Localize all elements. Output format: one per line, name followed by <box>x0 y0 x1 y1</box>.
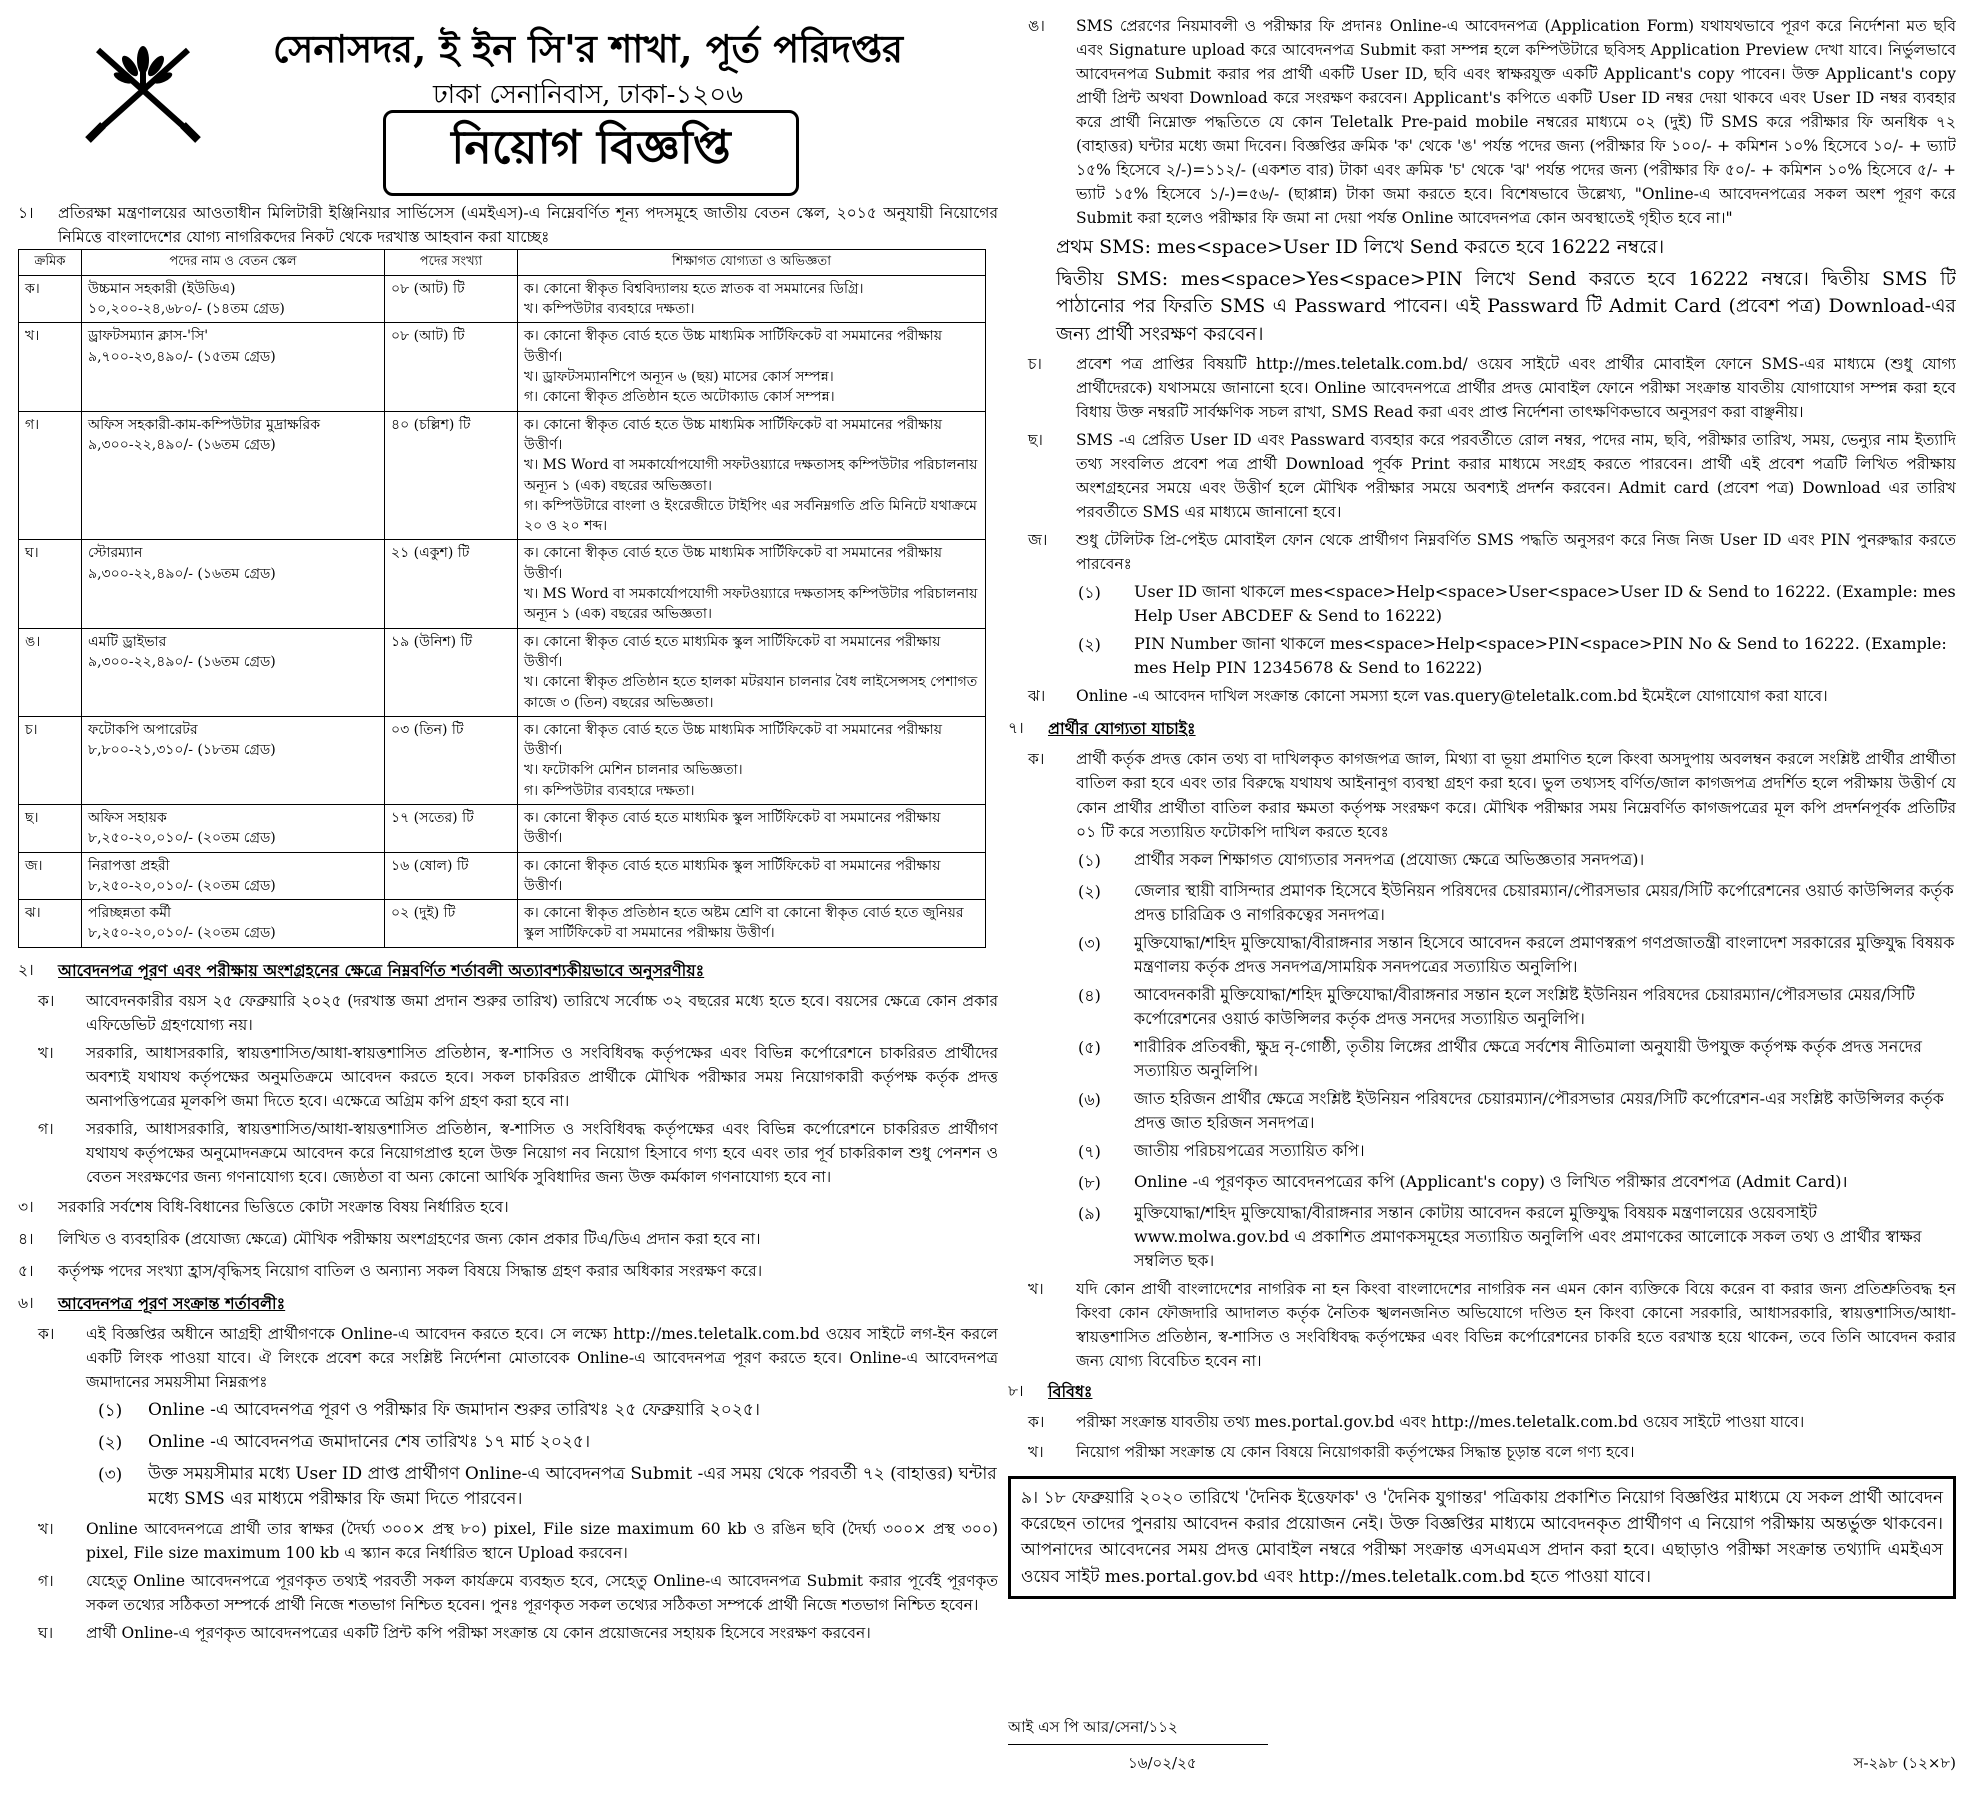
sub-text: Online -এ আবেদনপত্র জমাদানের শেষ তারিখঃ ১৭ মার্চ ২০২৫। <box>148 1431 591 1452</box>
item-text: প্রবেশ পত্র প্রাপ্তির বিষয়টি http://mes.teletalk.com.bd/ ওয়েব সাইটে এবং প্রার্থীর মোবাইল ফোনে SMS-এর মাধ্যমে (শুধু যোগ্য প্রার্থীদেরকে) যথাসময়ে জানানো হবে। Online আবেদনপত্রে প্রার্থীর প্রদত্ত মোবাইল ফোনে পরীক্ষা সংক্রান্ত যাবতীয় যোগাযোগ সম্পন্ন করা হবে বিধায় উক্ত নম্বরটি সার্বক্ষণিক সচল রাখা, SMS Read করা এবং প্রাপ্ত নির্দেশনা তাৎক্ষণিকভাবে অনুসরণ করা বাঞ্ছনীয়। <box>1076 355 1956 422</box>
item-text: প্রার্থী Online-এ পূরণকৃত আবেদনপত্রের একটি প্রিন্ট কপি পরীক্ষা সংক্রান্ত যে কোন প্রয়োজনের সহায়ক হিসেবে সংরক্ষণ করবেন। <box>86 1624 871 1643</box>
publish-date: ১৬/০২/২৫ <box>1128 1754 1197 1772</box>
sub-label: (২) <box>1078 635 1101 655</box>
item-label: ঝ। <box>1028 687 1046 706</box>
section-6 <box>18 1291 998 1318</box>
sub-text: জেলার স্থায়ী বাসিন্দার প্রমাণক হিসেবে ইউনিয়ন পরিষদের চেয়ারম্যান/পৌরসভার মেয়র/সিটি কর্পোরেশনের ওয়ার্ড কাউন্সিলর কর্তৃক প্রদত্ত চারিত্রিক ও নাগরিকত্বের সনদপত্র। <box>1134 880 1954 924</box>
section-heading: প্রার্থীর যোগ্যতা যাচাইঃ <box>1048 719 1196 739</box>
qualification-line: খ। কম্পিউটার ব্যবহারে দক্ষতা। <box>524 301 695 318</box>
qualification-cell <box>518 805 986 853</box>
sub-label: (৮) <box>1078 1172 1101 1192</box>
serial-cell: চ। <box>19 716 82 804</box>
list-item <box>1008 528 1956 576</box>
col-count: পদের সংখ্যা <box>385 250 518 276</box>
post-name: অফিস সহায়ক <box>88 810 167 826</box>
sub-text: শারীরিক প্রতিবন্ধী, ক্ষুদ্র নৃ-গোষ্ঠী, তৃতীয় লিঙ্গের প্রার্থীর ক্ষেত্রে সর্বশেষ নীতিমালা অনুযায়ী উপযুক্ত কর্তৃপক্ষ কর্তৃক প্রদত্ত সনদের সত্যায়িত অনুলিপি। <box>1134 1036 1922 1080</box>
qualification-line: গ। কম্পিউটার ব্যবহারে দক্ষতা। <box>524 782 695 799</box>
post-name: ড্রাফটসম্যান ক্লাস-'সি' <box>88 328 209 345</box>
post-name: এমটি ড্রাইভার <box>88 633 167 650</box>
section-heading: বিবিধঃ <box>1048 1381 1093 1401</box>
item-label: খ। <box>38 1519 54 1538</box>
section-heading: আবেদনপত্র পূরণ এবং পরীক্ষায় অংশগ্রহনের ক্ষেত্রে নিম্নবর্ণিত শর্তাবলী অত্যাবশ্যকীয়ভাবে অনুসরণীয়ঃ <box>58 960 705 980</box>
item-label: ক। <box>38 1324 55 1343</box>
list-item <box>1008 1277 1956 1373</box>
table-row <box>19 900 986 948</box>
left-column <box>18 10 998 1810</box>
section-3 <box>18 1195 998 1221</box>
list-item <box>18 1569 998 1617</box>
list-item <box>18 1041 998 1113</box>
pay-scale: ৮,২৫০-২০,০১০/- (২০তম গ্রেড) <box>88 830 276 847</box>
right-column <box>1008 10 1956 1810</box>
item-label: ক। <box>1028 1412 1045 1431</box>
item-label: চ। <box>1028 355 1042 374</box>
section-number: ৬। <box>18 1293 34 1312</box>
sub-item <box>1078 632 1956 680</box>
qualification-line: ক। কোনো স্বীকৃত বোর্ড হতে উচ্চ মাধ্যমিক সার্টিফিকেট বা সমমানের পরীক্ষায় উত্তীর্ণ। <box>524 416 942 453</box>
sub-item <box>98 1430 998 1458</box>
sms-first: প্রথম SMS: mes<space>User ID লিখে Send করতে হবে 16222 নম্বরে। <box>1056 236 1665 259</box>
table-row <box>19 540 986 628</box>
item-text: নিয়োগ পরীক্ষা সংক্রান্ত যে কোন বিষয়ে নিয়োগকারী কর্তৃপক্ষের সিদ্ধান্ত চূড়ান্ত বলে গণ্য হবে। <box>1076 1442 1635 1461</box>
serial-cell: জ। <box>19 852 82 900</box>
post-cell <box>82 540 385 628</box>
section-number: ৩। <box>18 1197 34 1216</box>
table-row <box>19 411 986 540</box>
qualification-line: খ। MS Word বা সমকার্যোপযোগী সফটওয়্যারে দক্ষতাসহ কম্পিউটার পরিচালনায় অন্যূন ১ (এক) বছরের অভিজ্ঞতা। <box>524 457 978 494</box>
item-label: খ। <box>38 1043 54 1062</box>
sub-label: (৯) <box>1078 1203 1101 1223</box>
post-name: নিরাপত্তা প্রহরী <box>88 857 170 874</box>
list-item <box>18 1117 998 1189</box>
sub-item <box>1078 931 1956 979</box>
section-text: সরকারি সর্বশেষ বিধি-বিধানের ভিত্তিতে কোটা সংক্রান্ত বিষয় নির্ধারিত হবে। <box>58 1197 509 1216</box>
post-cell <box>82 275 385 323</box>
serial-cell: খ। <box>19 323 82 411</box>
table-row <box>19 275 986 323</box>
item-text: পরীক্ষা সংক্রান্ত যাবতীয় তথ্য mes.portal.gov.bd এবং http://mes.teletalk.com.bd ওয়েব সাইটে পাওয়া যাবে। <box>1076 1412 1805 1431</box>
col-post: পদের নাম ও বেতন স্কেল <box>82 250 385 276</box>
sub-text: মুক্তিযোদ্ধা/শহিদ মুক্তিযোদ্ধা/বীরাঙ্গনার সন্তান কোটায় আবেদন করলে মুক্তিযুদ্ধ বিষয়ক মন্ত্রণালয়ের ওয়েবসাইট www.molwa.gov.bd এ প্রকাশিত প্রমাণকসমূহের সত্যায়িত অনুলিপি এবং প্রমাণকের আলোকে সকল তথ্য ও প্রার্থীর স্বাক্ষর সম্বলিত ছক। <box>1134 1202 1922 1270</box>
table-row <box>19 716 986 804</box>
count-cell: ০৩ (তিন) টি <box>385 716 518 804</box>
qualification-cell <box>518 275 986 323</box>
pay-scale: ৯,৩০০-২২,৪৯০/- (১৬তম গ্রেড) <box>88 565 276 582</box>
post-cell <box>82 805 385 853</box>
divider <box>1008 1744 1268 1745</box>
previous-applicants-notice <box>1008 1476 1956 1599</box>
section-text: কর্তৃপক্ষ পদের সংখ্যা হ্রাস/বৃদ্ধিসহ নিয়োগ বাতিল ও অন্যান্য সকল বিষয়ে সিদ্ধান্ত গ্রহণ করার অধিকার সংরক্ষণ করে। <box>58 1261 763 1280</box>
sub-item <box>1078 983 1956 1031</box>
serial-cell: ক। <box>19 275 82 323</box>
sub-text: উক্ত সময়সীমার মধ্যে User ID প্রাপ্ত প্রার্থীগণ Online-এ আবেদনপত্র Submit -এর সময় থেকে পরবর্তী ৭২ (বাহাত্তর) ঘন্টার মধ্যে SMS এর মাধ্যমে পরীক্ষার ফি জমা দিতে পারবেন। <box>148 1463 997 1510</box>
sub-item <box>1078 580 1956 628</box>
sub-label: (৫) <box>1078 1037 1101 1057</box>
list-item <box>1008 14 1956 230</box>
sub-item <box>98 1398 998 1426</box>
sub-text: Online -এ পূরণকৃত আবেদনপত্রের কপি (Applicant's copy) ও লিখিত পরীক্ষার প্রবেশপত্র (Admit Card)। <box>1134 1171 1848 1191</box>
qualification-cell <box>518 852 986 900</box>
sub-item <box>1078 1139 1956 1166</box>
qualification-line: গ। কোনো স্বীকৃত প্রতিষ্ঠান হতে অটোক্যাড কোর্স সম্পন্ন। <box>524 389 835 406</box>
qualification-line: গ। কম্পিউটারে বাংলা ও ইংরেজীতে টাইপিং এর সর্বনিম্নগতি প্রতি মিনিটে যথাক্রমে ২০ ও ২০ শব্দ। <box>524 497 977 535</box>
list-item <box>1008 684 1956 710</box>
item-label: গ। <box>38 1571 54 1590</box>
section-2 <box>18 958 998 985</box>
posts-table <box>18 249 986 948</box>
item-text: প্রার্থী কর্তৃক প্রদত্ত কোন তথ্য বা দাখিলকৃত কাগজপত্র জাল, মিথ্যা বা ভূয়া প্রমাণিত হলে কিংবা অসদুপায় অবলম্বন করলে সংশ্লিষ্ট প্রার্থীর প্রার্থীতা বাতিল করা হবে এবং তার বিরুদ্ধে যথাযথ আইনানুগ ব্যবস্থা গ্রহণ করা হবে। ভুল তথ্যসহ বর্ণিত/জাল কাগজপত্র প্রদর্শিত হলে পরীক্ষায় উত্তীর্ণ যে কোন প্রার্থীর প্রার্থীতা বাতিল করার ক্ষমতা কর্তৃপক্ষ সংরক্ষণ করে। মৌখিক পরীক্ষার সময় নিম্নেবর্ণিত কাগজপত্রের মূল কপি প্রদর্শনপূর্বক প্রতিটির ০১ টি করে সত্যায়িত ফটোকপি দাখিল করতে হবেঃ <box>1076 750 1956 841</box>
sub-item <box>1078 1201 1956 1273</box>
sub-label: (৪) <box>1078 985 1101 1005</box>
post-cell <box>82 411 385 540</box>
list-item <box>1008 1410 1956 1436</box>
sub-label: (৭) <box>1078 1141 1101 1161</box>
section-8 <box>1008 1379 1956 1406</box>
qualification-line: ক। কোনো স্বীকৃত বোর্ড হতে মাধ্যমিক স্কুল সার্টিফিকেট বা সমমানের পরীক্ষায় উত্তীর্ণ। <box>524 857 941 894</box>
item-label: খ। <box>1028 1279 1044 1298</box>
item-label: জ। <box>1028 531 1048 550</box>
post-name: ফটোকপি অপারেটর <box>88 721 198 738</box>
qualification-cell <box>518 628 986 716</box>
section-text: লিখিত ও ব্যবহারিক (প্রযোজ্য ক্ষেত্রে) মৌখিক পরীক্ষায় অংশগ্রহণের জন্য কোন প্রকার টিএ/ডিএ প্রদান করা হবে না। <box>58 1229 761 1248</box>
intro-text: প্রতিরক্ষা মন্ত্রণালয়ের আওতাধীন মিলিটারী ইঞ্জিনিয়ার সার্ভিসেস (এমইএস)-এ নিম্নেবর্ণিত শূন্য পদসমূহে জাতীয় বেতন স্কেল, ২০১৫ অনুযায়ী নিয়োগের নিমিত্তে বাংলাদেশের যোগ্য নাগরিকদের নিকট থেকে দরখাস্ত আহবান করা যাচ্ছেঃ <box>58 204 998 247</box>
sub-text: প্রার্থীর সকল শিক্ষাগত যোগ্যতার সনদপত্র (প্রযোজ্য ক্ষেত্রে অভিজ্ঞতার সনদপত্র)। <box>1134 849 1645 869</box>
section-number: ২। <box>18 960 34 979</box>
item-label: ঙ। <box>1028 17 1045 35</box>
item-text: Online -এ আবেদন দাখিল সংক্রান্ত কোনো সমস্যা হলে vas.query@teletalk.com.bd ইমেইলে যোগাযোগ করা যাবে। <box>1076 687 1828 706</box>
item-text: যেহেতু Online আবেদনপত্রে পূরণকৃত তথ্যই পরবর্তী সকল কার্যক্রমে ব্যবহৃত হবে, সেহেতু Online-এ আবেদনপত্র Submit করার পূর্বেই পূরণকৃত সকল তথ্যের সঠিকতা সম্পর্কে প্রার্থী নিজে শতভাগ নিশ্চিত হবেন। পুনঃ পূরণকৃত সকল তথ্যের সঠিকতা সম্পর্কে প্রার্থী নিজে শতভাগ নিশ্চিত হবেন। <box>86 1571 998 1614</box>
sub-label: (১) <box>1078 583 1101 603</box>
serial-cell: ঙ। <box>19 628 82 716</box>
item-text: SMS প্রেরণের নিয়মাবলী ও পরীক্ষার ফি প্রদানঃ Online-এ আবেদনপত্র (Application Form) যথাযথভাবে পূরণ করে নির্দেশনা মত ছবি এবং Signature upload করে আবেদনপত্র Submit করা সম্পন্ন হলে কম্পিউটারে ছবিসহ Application Preview দেখা যাবে। নির্ভুলভাবে আবেদনপত্র Submit করার পর প্রার্থী একটি User ID, ছবি এবং স্বাক্ষরযুক্ত একটি Applicant's copy পাবেন। উক্ত Applicant's copy প্রার্থী প্রিন্ট অথবা Download করে সংরক্ষণ করবেন। Applicant's কপিতে একটি User ID নম্বর দেয়া থাকবে এবং User ID নম্বর ব্যবহার করে প্রার্থী নিম্নোক্ত পদ্ধতিতে যে কোন Teletalk Pre-paid mobile নম্বরের মাধ্যমে ০২ (দুই) টি SMS করে পরীক্ষার ফি অনধিক ৭২ (বাহাত্তর) ঘন্টার মধ্যে জমা দিবেন। বিজ্ঞপ্তির ক্রমিক 'ক' থেকে 'ঙ' পর্যন্ত পদের জন্য (পরীক্ষার ফি ১০০/- + কমিশন ১০% হিসেবে ১০/- + ভ্যাট ১৫% হিসেবে ২/-)=১১২/- (একশত বার) টাকা এবং ক্রমিক 'চ' থেকে 'ঝ' পর্যন্ত পদের জন্য (পরীক্ষার ফি ৫০/- + কমিশন ১০% হিসেবে ৫/- + ভ্যাট ১৫% হিসেবে ১/-)=৫৬/- (ছাপ্পান্ন) টাকা জমা করতে হবে। বিশেষভাবে উল্লেখ্য, "Online-এ আবেদনপত্রের সকল অংশ পূরণ করে Submit করা হলেও পরীক্ষার ফি জমা না দেয়া পর্যন্ত Online আবেদনপত্র কোন অবস্থাতেই গৃহীত হবে না।" <box>1076 17 1956 228</box>
sms-second: দ্বিতীয় SMS: mes<space>Yes<space>PIN লিখে Send করতে হবে 16222 নম্বরে। দ্বিতীয় SMS টি পাঠানোর পর ফিরতি SMS এ Passward পাবেন। এই Passward টি Admit Card (প্রবেশ পত্র) Download-এর জন্য প্রার্থী সংরক্ষণ করবেন। <box>1056 267 1956 345</box>
sub-item <box>1078 1035 1956 1083</box>
post-name: স্টোরম্যান <box>88 545 143 562</box>
item-text: যদি কোন প্রার্থী বাংলাদেশের নাগরিক না হন কিংবা বাংলাদেশের নাগরিক নন এমন কোন ব্যক্তিকে বিয়ে করেন বা করার জন্য প্রতিশ্রুতিবদ্ধ হন কিংবা কোন ফৌজদারি আদালত কর্তৃক নৈতিক স্খলনজনিত অভিযোগে দণ্ডিত হন কিংবা কোনো সরকারি, আধাসরকারি, স্বায়ত্তশাসিত/আধা-স্বায়ত্তশাসিত প্রতিষ্ঠান, স্ব-শাসিত ও সংবিধিবদ্ধ কর্তৃপক্ষের এবং বিভিন্ন কর্পোরেশনের চাকরি হতে বরখাস্ত হয়ে থাকেন, তবে তিনি আবেদন করার জন্য যোগ্য বিবেচিত হবেন না। <box>1076 1279 1956 1370</box>
section-1 <box>18 201 998 249</box>
qualification-line: খ। ফটোকপি মেশিন চালনার অভিজ্ঞতা। <box>524 762 743 779</box>
section-number: ৮। <box>1008 1381 1024 1400</box>
organization-name: সেনাসদর, ই ইন সি'র শাখা, পূর্ত পরিদপ্তর <box>272 26 904 71</box>
section-5 <box>18 1259 998 1285</box>
sub-text: জাত হরিজন প্রার্থীর ক্ষেত্রে সংশ্লিষ্ট ইউনিয়ন পরিষদের চেয়ারম্যান/পৌরসভার মেয়র/সিটি কর্পোরেশন-এর সংশ্লিষ্ট কাউন্সিলর কর্তৃক প্রদত্ত জাত হরিজন সনদপত্র। <box>1134 1088 1944 1132</box>
list-item <box>18 1621 998 1647</box>
qualification-line: ক। কোনো স্বীকৃত বোর্ড হতে উচ্চ মাধ্যমিক সার্টিফিকেট বা সমমানের পরীক্ষায় উত্তীর্ণ। <box>524 721 942 759</box>
pay-scale: ৮,২৫০-২০,০১০/- (২০তম গ্রেড) <box>88 877 276 894</box>
notice-title: নিয়োগ বিজ্ঞপ্তি <box>383 110 799 196</box>
item-text: এই বিজ্ঞপ্তির অধীনে আগ্রহী প্রার্থীগণকে Online-এ আবেদন করতে হবে। সে লক্ষ্যে http://mes.teletalk.com.bd ওয়েব সাইটে লগ-ইন করলে একটি লিংক পাওয়া যাবে। ঐ লিংকে প্রবেশ করে সংশ্লিষ্ট নির্দেশনা মোতাবেক Online-এ আবেদনপত্র পূরণ করতে হবে। Online-এ আবেদনপত্র জমাদানের সময়সীমা নিম্নরূপঃ <box>86 1324 998 1391</box>
ispr-reference: আই এস পি আর/সেনা/১১২ <box>1008 1718 1178 1736</box>
section-7 <box>1008 716 1956 743</box>
sub-label: (৩) <box>1078 933 1101 953</box>
sub-label: (৬) <box>1078 1089 1101 1109</box>
sub-label: (১) <box>98 1400 123 1421</box>
item-text: আবেদনকারীর বয়স ২৫ ফেব্রুয়ারি ২০২৫ (দরখাস্ত জমা প্রদান শুরুর তারিখ) তারিখে সর্বোচ্চ ৩২ বছরের মধ্যে হতে হবে। বয়সের ক্ষেত্রে কোন প্রকার এফিডেভিট গ্রহণযোগ্য নয়। <box>86 991 998 1034</box>
table-row <box>19 323 986 411</box>
qualification-line: ক। কোনো স্বীকৃত বিশ্ববিদ্যালয় হতে স্নাতক বা সমমানের ডিগ্রি। <box>524 280 864 297</box>
post-name: পরিচ্ছন্নতা কর্মী <box>88 905 172 922</box>
qualification-cell <box>518 900 986 948</box>
table-row <box>19 628 986 716</box>
item-label: গ। <box>38 1119 54 1138</box>
table-header-row <box>19 250 986 276</box>
table-row <box>19 805 986 853</box>
qualification-cell <box>518 323 986 411</box>
qualification-line: ক। কোনো স্বীকৃত বোর্ড হতে মাধ্যমিক স্কুল সার্টিফিকেট বা সমমানের পরীক্ষায় উত্তীর্ণ। <box>524 633 941 670</box>
post-name: উচ্চমান সহকারী (ইউডিএ) <box>88 280 236 297</box>
army-emblem-icon <box>78 30 208 150</box>
pay-scale: ১০,২০০-২৪,৬৮০/- (১৪তম গ্রেড) <box>88 301 285 318</box>
sub-label: (২) <box>98 1432 123 1453</box>
count-cell: ০৮ (আট) টি <box>385 323 518 411</box>
count-cell: ০৮ (আট) টি <box>385 275 518 323</box>
pay-scale: ৮,৮০০-২১,৩১০/- (১৮তম গ্রেড) <box>88 742 276 759</box>
sub-text: PIN Number জানা থাকলে mes<space>Help<space>PIN<space>PIN No & Send to 16222. (Example: mes Help PIN 12345678 & Send to 16222) <box>1134 634 1947 678</box>
notice-text: ১৮ ফেব্রুয়ারি ২০২০ তারিখে 'দৈনিক ইত্তেফাক' ও 'দৈনিক যুগান্তর' পত্রিকায় প্রকাশিত নিয়োগ বিজ্ঞপ্তির মাধ্যমে যে সকল প্রার্থী আবেদন করেছেন তাদের পুনরায় আবেদন করার প্রয়োজন নেই। উক্ত বিজ্ঞপ্তির মাধ্যমে আবেদনকৃত প্রার্থীগণ এ নিয়োগ পরীক্ষায় অন্তর্ভুক্ত থাকবেন। আপনাদের আবেদনের সময় প্রদত্ত মোবাইল নম্বরে পরীক্ষা সংক্রান্ত এসএমএস প্রদান করা হবে। এছাড়াও পরীক্ষা সংক্রান্ত তথ্যাদি এমইএস ওয়েব সাইট mes.portal.gov.bd এবং http://mes.teletalk.com.bd হতে পাওয়া যাবে। <box>1021 1487 1943 1587</box>
serial-cell: ছ। <box>19 805 82 853</box>
section-number: ৯। <box>1021 1487 1039 1508</box>
list-item <box>18 1322 998 1394</box>
qualification-cell <box>518 716 986 804</box>
serial-cell: গ। <box>19 411 82 540</box>
serial-cell: ঝ। <box>19 900 82 948</box>
qualification-line: খ। কোনো স্বীকৃত প্রতিষ্ঠান হতে হালকা মটরযান চালনার বৈধ লাইসেন্সসহ পেশাগত কাজে ৩ (তিন) বছরের অভিজ্ঞতা। <box>524 674 978 711</box>
list-item <box>18 1517 998 1565</box>
pay-scale: ৮,২৫০-২০,০১০/- (২০তম গ্রেড) <box>88 925 276 942</box>
header <box>18 10 998 195</box>
post-cell <box>82 716 385 804</box>
count-cell: ১৬ (ষোল) টি <box>385 852 518 900</box>
post-name: অফিস সহকারী-কাম-কম্পিউটার মুদ্রাক্ষরিক <box>88 416 321 433</box>
qualification-line: খ। ড্রাফটসম্যানশিপে অন্যূন ৬ (ছয়) মাসের কোর্স সম্পন্ন। <box>524 369 834 386</box>
post-cell <box>82 628 385 716</box>
list-item <box>1008 1440 1956 1466</box>
col-qualification: শিক্ষাগত যোগ্যতা ও অভিজ্ঞতা <box>518 250 986 276</box>
qualification-line: ক। কোনো স্বীকৃত বোর্ড হতে উচ্চ মাধ্যমিক সার্টিফিকেট বা সমমানের পরীক্ষায় উত্তীর্ণ। <box>524 545 942 582</box>
count-cell: ১৭ (সতের) টি <box>385 805 518 853</box>
count-cell: ১৯ (উনিশ) টি <box>385 628 518 716</box>
item-text: শুধু টেলিটক প্রি-পেইড মোবাইল ফোন থেকে প্রার্থীগণ নিম্নবর্ণিত SMS পদ্ধতি অনুসরণ করে নিজ নিজ User ID এবং PIN পুনরুদ্ধার করতে পারবেনঃ <box>1076 531 1956 574</box>
list-item <box>1008 352 1956 424</box>
sub-text: আবেদনকারী মুক্তিযোদ্ধা/শহিদ মুক্তিযোদ্ধা/বীরাঙ্গনার সন্তান হলে সংশ্লিষ্ট ইউনিয়ন পরিষদের চেয়ারম্যান/পৌরসভার মেয়র/সিটি কর্পোরেশনের ওয়ার্ড কাউন্সিলর কর্তৃক প্রদত্ত সনদের সত্যায়িত অনুলিপি। <box>1134 984 1915 1028</box>
sub-text: User ID জানা থাকলে mes<space>Help<space>User<space>User ID & Send to 16222. (Example: mes Help User ABCDEF & Send to 16222) <box>1134 582 1956 626</box>
sub-label: (৩) <box>98 1464 123 1485</box>
qualification-line: ক। কোনো স্বীকৃত প্রতিষ্ঠান হতে অষ্টম শ্রেণি বা কোনো স্বীকৃত বোর্ড হতে জুনিয়র স্কুল সার্টিফিকেট বা সমমানের পরীক্ষায় উত্তীর্ণ। <box>524 905 964 942</box>
item-text: SMS -এ প্রেরিত User ID এবং Passward ব্যবহার করে পরবর্তীতে রোল নম্বর, পদের নাম, ছবি, পরীক্ষার তারিখ, সময়, ভেন্যুর নাম ইত্যাদি তথ্য সংবলিত প্রবেশ পত্র প্রার্থী Download পূর্বক Print করার মাধ্যমে সংগ্রহ করতে পারবেন। প্রার্থী এই প্রবেশ পত্রটি লিখিত পরীক্ষায় অংশগ্রহনের সময়ে এবং উত্তীর্ণ হলে মৌখিক পরীক্ষার সময়ে অবশ্যই প্রদর্শন করবেন। Admit card (প্রবেশ পত্র) Download এর তারিখ পরবর্তীতে SMS এর মাধ্যমে জানানো হবে। <box>1076 431 1956 522</box>
sub-item <box>98 1462 998 1513</box>
count-cell: ২১ (একুশ) টি <box>385 540 518 628</box>
qualification-cell <box>518 540 986 628</box>
section-4 <box>18 1227 998 1253</box>
table-row <box>19 852 986 900</box>
item-label: ক। <box>1028 750 1045 769</box>
item-label: ছ। <box>1028 431 1043 450</box>
count-cell: ০২ (দুই) টি <box>385 900 518 948</box>
post-cell <box>82 323 385 411</box>
item-text: সরকারি, আধাসরকারি, স্বায়ত্তশাসিত/আধা-স্বায়ত্তশাসিত প্রতিষ্ঠান, স্ব-শাসিত ও সংবিধিবদ্ধ কর্তৃপক্ষের এবং বিভিন্ন কর্পোরেশনে চাকরিরত প্রার্থীদের অবশ্যই যথাযথ কর্তৃপক্ষের অনুমতিক্রমে আবেদন করতে হবে। সকল চাকরিরত প্রার্থীকে মৌখিক পরীক্ষার সময় নিয়োগকারী কর্তৃপক্ষ কর্তৃক প্রদত্ত অনাপত্তিপত্রের মূলকপি জমা দিতে হবে। এক্ষেত্রে অগ্রিম কপি গ্রহণ করা হবে না। <box>86 1043 998 1110</box>
ad-size-code: স-২৯৮ (১২×৮) <box>1853 1754 1956 1772</box>
organization-address: ঢাকা সেনানিবাস, ঢাকা-১২০৬ <box>432 80 744 110</box>
item-text: Online আবেদনপত্রে প্রার্থী তার স্বাক্ষর (দৈর্ঘ্য ৩০০× প্রস্থ ৮০) pixel, File size maximum 60 kb ও রঙিন ছবি (দৈর্ঘ্য ৩০০× প্রস্থ ৩০০) pixel, File size maximum 100 kb এ স্ক্যান করে নির্ধারিত স্থানে Upload করবেন। <box>86 1519 998 1562</box>
item-label: খ। <box>1028 1442 1044 1461</box>
sub-label: (১) <box>1078 850 1101 870</box>
col-serial: ক্রমিক <box>19 250 82 276</box>
section-number: ৫। <box>18 1261 34 1280</box>
sub-text: মুক্তিযোদ্ধা/শহিদ মুক্তিযোদ্ধা/বীরাঙ্গনার সন্তান হিসেবে আবেদন করলে প্রমাণস্বরূপ গণপ্রজাতন্ত্রী বাংলাদেশ সরকারের মুক্তিযুদ্ধ বিষয়ক মন্ত্রণালয় কর্তৃক প্রদত্ত সনদপত্র/সাময়িক সনদপত্রের সত্যায়িত অনুলিপি। <box>1134 932 1955 976</box>
list-item <box>1008 428 1956 524</box>
serial-cell: ঘ। <box>19 540 82 628</box>
post-cell <box>82 900 385 948</box>
section-number: ১। <box>18 204 34 222</box>
qualification-line: ক। কোনো স্বীকৃত বোর্ড হতে উচ্চ মাধ্যমিক সার্টিফিকেট বা সমমানের পরীক্ষায় উত্তীর্ণ। <box>524 328 942 365</box>
section-number: ৪। <box>18 1229 34 1248</box>
list-item <box>1008 747 1956 843</box>
sub-text: জাতীয় পরিচয়পত্রের সত্যায়িত কপি। <box>1134 1140 1365 1160</box>
pay-scale: ৯,৭০০-২৩,৪৯০/- (১৫তম গ্রেড) <box>88 348 276 365</box>
section-heading: আবেদনপত্র পূরণ সংক্রান্ত শর্তাবলীঃ <box>58 1293 286 1313</box>
pay-scale: ৯,৩০০-২২,৪৯০/- (১৬তম গ্রেড) <box>88 436 276 453</box>
item-label: ঘ। <box>38 1624 54 1643</box>
count-cell: ৪০ (চল্লিশ) টি <box>385 411 518 540</box>
sub-item <box>1078 1087 1956 1135</box>
qualification-line: ক। কোনো স্বীকৃত বোর্ড হতে মাধ্যমিক স্কুল সার্টিফিকেট বা সমমানের পরীক্ষায় উত্তীর্ণ। <box>524 810 941 847</box>
sub-text: Online -এ আবেদনপত্র পূরণ ও পরীক্ষার ফি জমাদান শুরুর তারিখঃ ২৫ ফেব্রুয়ারি ২০২৫। <box>148 1399 761 1420</box>
list-item <box>18 989 998 1037</box>
pay-scale: ৯,৩০০-২২,৪৯০/- (১৬তম গ্রেড) <box>88 653 276 670</box>
sub-item <box>1078 848 1956 875</box>
qualification-cell <box>518 411 986 540</box>
sub-item <box>1078 1170 1956 1197</box>
footer-reference <box>1008 1716 1956 1806</box>
sub-label: (২) <box>1078 881 1101 901</box>
item-text: সরকারি, আধাসরকারি, স্বায়ত্তশাসিত/আধা-স্বায়ত্তশাসিত প্রতিষ্ঠান, স্ব-শাসিত ও সংবিধিবদ্ধ কর্তৃপক্ষের এবং বিভিন্ন কর্পোরেশনে চাকরিরত প্রার্থীগণ যথাযথ কর্তৃপক্ষের অনুমোদনক্রমে আবেদন করে নিয়োগপ্রাপ্ত হলে উক্ত নিয়োগ নব নিয়োগ হিসাবে গণ্য হবে এবং তার পূর্ব চাকরিকাল শুধু পেনশন ও বেতন সংরক্ষণের জন্য গণনাযোগ্য হবে। জ্যেষ্ঠতা বা অন্য কোনো আর্থিক সুবিধাদির জন্য উক্ত কর্মকাল গণনাযোগ্য হবে না। <box>86 1119 998 1186</box>
sub-item <box>1078 879 1956 927</box>
post-cell <box>82 852 385 900</box>
qualification-line: খ। MS Word বা সমকার্যোপযোগী সফটওয়্যারে দক্ষতাসহ কম্পিউটার পরিচালনায় অন্যূন ১ (এক) বছরের অভিজ্ঞতা। <box>524 586 978 623</box>
section-number: ৭। <box>1008 719 1024 738</box>
item-label: ক। <box>38 991 55 1010</box>
